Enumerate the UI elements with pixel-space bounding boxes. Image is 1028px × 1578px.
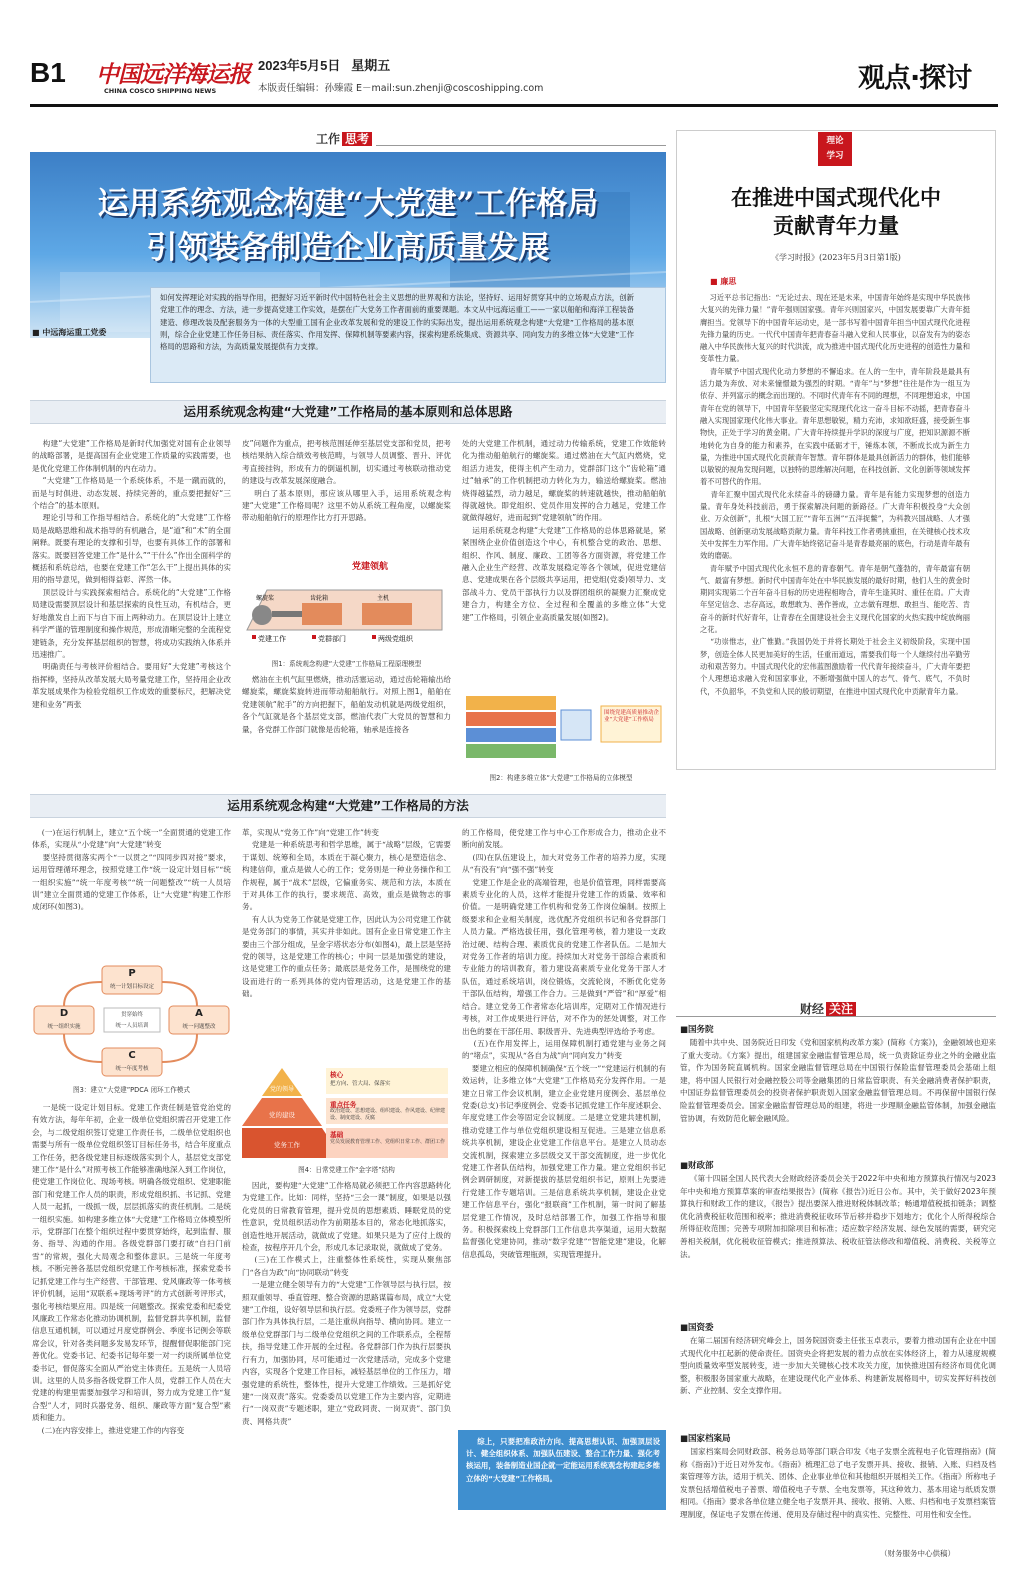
layered-model-diagram — [456, 686, 666, 770]
pyramid-note-1-title: 核心 — [330, 1071, 344, 1079]
theory-tag-2: 学习 — [826, 151, 844, 161]
body1-col2b: 燃油在主机气缸里燃烧，推动活塞运动，通过齿轮箱输出给螺旋桨，螺旋桨旋转进而带动船舶航行。对照上图1，船舶在党建领航“舵手”的方向把握下，船舶发动机就是两级党组织，各个气缸就是各个基层党支部，燃油代表广大党员的智慧和力量，各党群工作部门就像是齿轮箱，轴承是连接各 — [242, 675, 451, 734]
pyramid-note-2-title: 重点任务 — [330, 1101, 357, 1109]
section-heading-1: 运用系统观念构建“大党建”工作格局的基本原则和总体思路 — [30, 400, 666, 424]
finance-tag-1: 财经 — [800, 1002, 825, 1016]
body2-col3a: 的工作格局，使党建工作与中心工作形成合力，推动企业不断向前发展。 (四)在队伍建设上，加大对党务工作者的培养力度，实现从“有没有”向“强不强”转变 党建工作是企业的高端管理，也是价值管理，同样需要高素质专业化的人员，这样才能提升党建工作的质量、效率和价值。一是明确党建工作机构和党务工作岗位编制。按照上级要求和企业相关制度，选优配齐党组织书记和各党群部门人员力量。严格选拔任用，强化管理考核，着力建设一支政治过硬、结构合理、素质优良的党建工作者队伍。二是加大对党务工作者的培训力度。持续加大对党务干部综合素质和专业能力的培训教育，着力建设高素质专业化党务干部人才队伍，通过系统培训，岗位锻炼，交流轮岗，不断优化党务干部队伍结构，增强工作合力。三是做到“严管”和“厚爱”相结合。建立党务工作者常态化培训库，定期对工作情况进行考核，对工作成果进行评估，对不作为的惩处调整，对工作出色的要在干部任用、职级晋升、先进典型评选给予考虑。 (五)在作用发挥上，运用保障机制打通党建与业务之间的“堵点”，实现从“各自为战”向“同向发力”转变 要建立相应的保障机制确保“五个统一”“党建运行机制的有效运转，让多维立体“大党建”工作格局充分发挥作用。一是建立日常工作会议机制，建立企业党建月度例会、基层单位党委(总支)书记季度例会、党委书记抓党建工作年度述职会、年度党建工作会等固定会议制度。二是建立党建共建机制，推动党建工作与单位党组织建设相互促进。三是建立信息系统共享机制，建设企业党建工作信息平台。是建立人员动态交流机制，探索建立多层级交叉干部交流制度，进一步优化党建工作者队伍结构，加强党建工作力量。建立党组织书记例会调研制度，对新提拔的基层党组织书记，原则上先要进行党建工作专题培训。三是信息系统共享机制，建设企业党建工作信息平台，强化“报联商”工作机制，第一时间了解基层党建工作情况，及时总结部署工作，加强工作指导和服务。积极探索线上党群部门工作信息共享渠道，运用大数据监督强化党建协同，推动“数字党建”“智能党建”建设，化解信息孤岛，突破管理瓶颈，实现管理提升。 — [462, 828, 666, 1259]
theory-body: 习近平总书记指出：“无论过去、现在还是未来，中国青年始终是实现中华民族伟大复兴的先锋力量！”青年强则国家强。青年兴则国家兴，中国发展要靠广大青年挺膺担当。党领导下的中国青年运动史，是一部书写着中国青年担当中国式现代化进程先锋力量的历史。一代代中国青年把青春奋斗融入党和人民事业，以奋发有为的姿态融入中华民族伟大复兴的时代洪流，成为推进中国式现代化历史进程的创造性力量和变革性力量。 青年赋予中国式现代化动力梦想的不懈追求。在人的一生中，青年阶段是最具有活力最为奔放、对未来憧憬最为强烈的时期。“青年”与“梦想”往往是作为一组互为依存、并列富示的概念而出现的。不同时代青年有不同的理想，不同理想追求，中国青年在党的领导下，中国青年坚毅坚定实现现代化这一奋斗目标不动摇，把青春奋斗融入实现国家现代化伟大事业。青年思想敏锐，精力充沛，求知欲旺盛，接受新生事物快，正处于学习的黄金期。广大青年持续提升学识的深度与广度，把知识源源不断地转化为自身的能力和素养，在实践中砥砺才干，锤炼本领，不断成长成为新生力量，为推进中国式现代化贡献青年智慧。青年群体是最具创新活力的群体，他们能够以敏锐的视角发现问题，以独特的思维解决问题，在科技创新、文化创新等领域发挥着不可替代的作用。 青年汇聚中国式现代化永续奋斗的磅礴力量。青年是有能力实现梦想的创造力量。青年身处科技前沿，勇于探索解决问题的新路径。广大青年积极投身“大众创业、万众创新”，扎根“大国工匠”“青年五洲”“五洋捉鳖”，为科教兴国战略、人才强国战略、创新驱动发展战略贡献力量。青年科技工作者勇挑重担，在关键核心技术攻关中发挥生力军作用。广大青年始终铭记奋斗是青春最亮丽的底色，行动是青年最有效的磨砺。 青年赋予中国式现代化永恒不息的青春朝气。青年是朝气蓬勃的，青年最富有朝气、最富有梦想。新时代中国青年处在中华民族发展的最好时期，他们人生的黄金时期同实现第二个百年奋斗目标的历史进程相吻合，青年生逢其时、重任在肩。广大青年坚定信念、志存高远，敢想敢为、善作善成，立志做有理想、敢担当、能吃苦、肯奋斗的新时代好青年，让青春在全面建设社会主义现代化国家的火热实践中绽放绚丽之花。 “功崇惟志，业广惟勤。”我国仍处于并将长期处于社会主义初级阶段，实现中国梦，创造全体人民更加美好的生活，任重而道远，需要我们每一个人继续付出辛勤劳动和艰苦努力。中国式现代化的宏伟蓝图激励着一代代青年接续奋斗，广大青年要把个人理想追求融入党和国家事业，不断增强做中国人的志气、骨气、底气，不负时代，不负韶华，不负党和人民的殷切期望，在推进中国式现代化中贡献青年力量。 — [700, 293, 970, 696]
editor-line: 本版责任编辑：孙臻霞 E－mail:sun.zhenji@coscoshipping.com — [258, 83, 544, 94]
fig1-title: 党建领航 — [352, 562, 389, 572]
pdca-center-2: 统一人员培训 — [115, 1023, 149, 1029]
figure-2 — [456, 686, 666, 786]
pdca-p-sub: 统一计划目标设定 — [109, 984, 154, 990]
body1-col3: 处的大党建工作机制，通过动力传输系统，党建工作效能转化为推动船舶航行的螺旋桨。通过燃油在大气缸内燃烧，党组活力进发，使得主机产生动力，党群部门这个“齿轮箱”通过“轴承”的工作机制把动力转化为力，输送给螺旋桨。燃油烧得越猛烈，动力越足，螺旋桨的转速就越快，推动船舶航得就越快。即党组织、党员作用发挥的合力越足，党建工作就做得越好，进而起到“党建领航”的作用。 运用系统观念构建“大党建”工作格局的总体思路就是，紧紧围绕企业价值创造这个中心，有机整合党的政治、思想、组织、作风、制度、廉政、工团等各方面资源，将党建工作融入企业生产经营、改革发展稳定等各个领域，促进党建信息、党建成果在各个层级共享运用，把党组(党委)领导力、支部战斗力、党员干部执行力以及群团组织的凝聚力汇聚成党建合力，构建全方位、全过程和全覆盖的多维立体“大党建”工作格局，引领企业高质量发展(如图2)。 — [462, 439, 666, 622]
date-text: 2023年5月5日 — [258, 58, 341, 73]
finance-item-body: 国家档案局会同财政部、税务总局等部门联合印发《电子发票全流程电子化管理指南》(简称《指南》)于近日对外发布。《指南》梳理汇总了电子发票开具、接收、报销、入账、归档及档案管理等方法，适用于机关、团体、企业事业单位和其他组织开展相关工作。《指南》所称电子发票包括增值税电子普票、增值税电子专票、全电发票等，其这种效力、基本用途与纸质发票相同。《指南》要求各单位建立健全电子发票开具、接收、报销、入账、归档和电子发票档案管理制度，保证电子发票在传递、使用及存储过程中的真实性、完整性、可用性和安全性。 — [680, 1447, 996, 1519]
pdca-c-sub: 统一年度考核 — [115, 1066, 149, 1072]
column-tag-label: 工作 思考 — [312, 130, 376, 147]
theory-title-2: 贡献青年力量 — [773, 213, 899, 238]
svg-text:两级党组织: 两级党组织 — [378, 635, 413, 643]
figure-4-caption: 图4：日常党建工作“金字塔”结构 — [298, 1166, 395, 1174]
finance-tag — [800, 1000, 856, 1017]
lead-title-2: 引领装备制造企业高质量发展 — [146, 230, 550, 266]
pdca-d: D — [59, 1008, 69, 1019]
finance-rule — [676, 1016, 996, 1017]
pyramid-level-2: 党的建设 — [269, 1111, 295, 1119]
ship-engine-diagram — [242, 555, 451, 655]
figure-2-caption: 图2：构建多维立体“大党建”工作格局的立体模型 — [489, 774, 633, 782]
finance-item-body: 《第十四届全国人民代表大会财政经济委员会关于2022年中央和地方预算执行情况与2023年中央和地方预算草案的审查结果报告》(简称《报告》)近日公布。其中，关于做好2023年预算执行和财政工作的建议，《报告》提出要深入推进财税体制改革；畅通增值税抵扣链条；调整优化消费税征收范围和税率；推进消费税征收环节后移并稳步下划地方；优化个人所得税综合所得征收范围；完善专项附加扣除项目和标准；适应数字经济发展、绿色发展的需要，研究完善相关税制，优化税收征管模式；推进预算法、税收征管法修改和增值税、消费税、关税等立法。 — [680, 1174, 996, 1259]
svg-text:党群部门: 党群部门 — [318, 635, 346, 643]
pdca-a-sub: 统一问题整改 — [182, 1024, 216, 1030]
pyramid-level-1: 党的领导 — [269, 1086, 294, 1093]
finance-list — [680, 1024, 996, 1544]
figure-2-label: 围绕党建高质量推动企业“大党建”工作格局 — [604, 710, 660, 723]
finance-item-body: 在第二届国有经济研究峰会上，国务院国资委主任张玉卓表示，要着力推动国有企业在中国式现代化中扛起新的使命责任。国资央企将把发展的着力点放在实体经济上，着力从速度规模型向质量效率型发展转变，进一步加大关键核心技术攻关力度，加快推进国有经济布局优化调整，积极服务国家重大战略，在建设现代化产业体系、构建新发展格局中，切实发挥好科技创新、产业控制、安全支撑作用。 — [680, 1336, 996, 1396]
pdca-a: A — [195, 1008, 203, 1019]
masthead-rule — [30, 104, 998, 107]
page-number: B1 — [30, 57, 66, 88]
masthead — [0, 0, 1028, 100]
issue-date — [258, 55, 390, 74]
column-tag — [316, 130, 666, 146]
pdca-center-1: 贯穿始终 — [120, 1012, 143, 1018]
svg-text:螺旋桨: 螺旋桨 — [256, 595, 275, 602]
lead-title-1: 运用系统观念构建“大党建”工作格局 — [97, 186, 599, 222]
finance-item-body: 随着中共中央、国务院近日印发《党和国家机构改革方案》(简称《方案》)，金融领域也迎来了重大变动。《方案》提出，组建国家金融监督管理总局，统一负责除证券业之外的金融业监管，作为国务院直属机构。国家金融监督管理总局在中国银行保险监督管理委员会基础上组建，将中国人民银行对金融控股公司等金融集团的日常监管职责、有关金融消费者保护职责，中国证券监督管理委员会的投资者保护职责划入国家金融监督管理总局。不再保留中国银行保险监督管理委员会。国家金融监督管理总局的组建，将进一步理顺金融监管体制，加强金融监管协调，有效防范化解金融风险。 — [680, 1038, 996, 1123]
weekday-text: 星期五 — [351, 58, 391, 73]
pyramid-level-3: 党务工作 — [274, 1141, 300, 1149]
finance-item — [680, 1024, 996, 1150]
paper-english-name: CHINA COSCO SHIPPING NEWS — [104, 87, 217, 95]
theory-source: 《学习时报》(2023年5月3日第1版) — [771, 253, 901, 262]
finance-credit: （财务服务中心供稿） — [880, 1549, 955, 1558]
figure-3-caption: 图3：建立“大党建”PDCA 闭环工作模式 — [72, 1086, 190, 1094]
body1-col1: 构建“大党建”工作格局是新时代加强党对国有企业领导的战略部署，是提高国有企业党建工作质量的实践需要，也是优化党建工作体制机制的内在动力。 “大党建”工作格局是一个系统体系，不是一蹴而就的，而是与时俱进、动态发展、持续完善的，重点要把握好“三个结合”的基本原则。 理论引导和工作指导相结合。系统化的“大党建”工作格局是战略思维和战术指导的有机融合，是“道”和“术”的全面阐释。既要有理论的支撑和引导，也要有具体工作的部署和落实。既要回答党建工作“是什么”“干什么”作出全面科学的概括和系统总结，也要在党建工作“怎么干”上提出具体的实用的指导意见，做到相得益彰、浑然一体。 顶层设计与实践探索相结合。系统化的“大党建”工作格局建设需要顶层设计和基层探索的良性互动，有机结合，更好地激发自上而下与自下而上两种动力。在顶层设计上建立科学严谨的管理制度和操作规范，形成清晰完整的全流程党建链条，充分发挥基层组织的智慧，将成功实践纳入体系并迅速推广。 明确责任与考核评价相结合。要用好“大党建”考核这个指挥棒，坚持从改革发展大局考量党建工作，坚持用企业改革发展成果作为检验党组织工作成效的重要标尺，把解决党建和业务“两张 — [32, 439, 231, 709]
body1-col2: 皮”问题作为重点，把考核范围延伸至基层党支部和党员，把考核结果纳入综合绩效考核范畴，与领导人员调整、晋升、评优考直接挂钩，形成有力的倒逼机制，切实通过考核联动推动党的建设与改革发展深度融合。 明白了基本原则，那应该从哪里入手，运用系统观念构建“大党建”工作格局呢？这里不妨从系统工程角度，以螺旋桨带动船舶航行的原理作比方打开思路。 — [242, 439, 451, 523]
theory-title-1: 在推进中国式现代化中 — [731, 185, 941, 210]
pdca-p: P — [128, 968, 136, 979]
pyramid-note-2: 政治建设、思想建设、组织建设、作风建设、纪律建设、制度建设、反腐 — [330, 1108, 446, 1121]
body2-col1b: 一是统一设定计划目标。党建工作责任制是管党治党的有效方法，每年年初，企业一级单位党组织需召开党建工作会，与二级党组织签订党建工作责任书，二级单位党组织也需要与所有一级单位党组织签订目标任务书，结合年度重点工作任务，把各级党建目标逐级落实到个人，基层党支部党建工作“是什么”对照考核工作能够准确地深入到工作岗位，使党建工作岗位化、现场考核。明确各级党组织、党建职能部门和党建工作人员的职责，形成党组织抓、书记抓、党建人员一起抓，一级抓一级，层层抓落实的责任机制。二是统一组织实施。如构建多维立体“大党建”工作格局立体模型所示，党群部门在整个组织过程中要贯穿始终，起到监督、服务、指导、沟通的作用。各级党群部门要打破“自扫门前雪”的常规，强化大局观念和整体意识。三是统一年度考核。不断完善各基层党组织党建工作考核标准，探索党委书记抓党建工作与生产经营、干部管理、党风廉政等一体考核评价机制，运用“双联系+现场考评”的方式创新考评形式，强化考核结果应用。四是统一问题整改。探索党委和纪委党风廉政工作常态化推动协调机制，监督党群共享机制，监督信息互通机制，可以通过月度党群例会、季度书记例会等联席会议，针对各类问题多发易发环节，提醒督促职能部门完善优化。党委书记、纪委书记每年要一对一约谈所属单位党委书记，督促落实全面从严治党主体责任。五是统一人员培训。这里的人员多指各级党群工作人员，党群工作人员在大党建的构建里需要加强学习和培训，努力成为党建工作“复合型”人才，同时兵器党务、组织、廉政等方面“复合型”素质和能力。 (二)在内容安排上，推进党建工作的内容变 — [32, 1103, 231, 1435]
pyramid-note-3-title: 基础 — [330, 1131, 344, 1139]
finance-item-head: ■国资委 — [680, 1323, 714, 1333]
lead-abstract-text: 如何发挥理论对实践的指导作用，把握好习近平新时代中国特色社会主义思想的世界观和方法论，坚持好、运用好贯穿其中的立场观点方法，创新党建工作的理念、方法，进一步提高党建工作实效，是摆在广大党务工作者面前的重要课题。本文从中远海运重工——一家以船舶和海洋工程装备建造、修理改装及配套服务为一体的大型重工国有企业改革发展和党的建设工作的实际出发，提出运用系统观念构建“大党建”工作格局的基本原则，综合企业党建工作任务目标、责任落实、作用发挥、保障机制等要素内容，探索构建系统集成、资源共享、同向发力的多维立体“大党建”工作格局的思路和方法，为高质量发展提供有力支撑。 — [160, 293, 634, 352]
body2-col1a: (一)在运行机制上，建立“五个统一”全面贯通的党建工作体系，实现从“小党建”向“大党建”转变 要坚持贯彻落实两个“一以贯之”“四同步四对接”要求，运用管理循环理念，按照党建工作“统一设定计划目标”“统一组织实施”“统一年度考核”“统一问题整改”“统一人员培训”建立全面贯通的党建工作体系，让“大党建”构建工作形成闭环(如图3)。 — [32, 828, 231, 912]
section-title: 观点·探讨 — [858, 63, 972, 94]
finance-item — [680, 1322, 996, 1423]
figure-1-caption: 图1：系统观念构建“大党建”工作格局工程原理模型 — [271, 660, 422, 668]
body2-col2a: 革，实现从“党务工作”向“党建工作”转变 党建是一种系统思考和哲学思维，属于“战略”层级，它需要于谋划、统筹和全局，本质在于凝心聚力，核心是塑造信念、构建信仰，重点是做人心的工作；党务则是一种业务操作和工作规程，属于“战术”层级，它偏重务实、规范和方法，本质在于对具体工作的执行，要求规范、高效，重点是做物志的事务。 有人认为党务工作就是党建工作，因此认为公司党建工作就是党务部门的事情，其实并非如此。国有企业日常党建工作主要由三个部分组成，呈金字塔状态分布(如图4)，最上层是坚持党的领导，这是党建工作的核心；中间一层是加强党的建设，这是党建工作的重点任务；最底层是党务工作，是围绕党的建设而进行的一系列具体的党内管理活动，这是党建工作的基础。 — [242, 828, 451, 999]
pdca-d-sub: 统一组织实施 — [47, 1024, 81, 1030]
finance-item — [680, 1160, 996, 1312]
figure-1 — [242, 555, 451, 670]
body2-col2b: 因此，要构建“大党建”工作格局就必须把工作内容思路转化为党建工作。比如：同样，坚持“三会一课”制度，如果是以强化党员的日常教育管理，提升党员的思想素质、睡眠党员的党性意识，党员组织活动作为前期基本目的，常态化地抓落实，创造性地开展活动，就做成了党建。如果只是为了应付上级的检查，按程序开几个会，形成几本记录取说，就做成了党务。 (三)在工作模式上，注重整体性系统性，实现从聚焦部门“各自为政”向“协同联动”转变 一是建立健全领导有力的“大党建”工作领导层与执行层，按照双重领导、垂直管理、整合资源的思路谋篇布局，成立“大党建”工作组，设好领导层和执行层。党委班子作为领导层，党群部门作为具体执行层，二是注重纵向指导、横向协同。建立一级单位党群部门与二级单位党组织之间的工作联系点，全程帮扶，指导党建工作开展的全过程。各党群部门作为执行层要执行有力，加强协同，尽可能通过一次党建活动，完成多个党建内容，实现各个党建工作目标，减轻基层单位的工作压力，增强党建的系统性，整体性，提升大党建工作绩效。三是抓好党建“一岗双责”落实。党委委员以党建工作为主要内容，定期进行“一岗双责”专题述职，建立“党政同责、一岗双责”、部门负责、网格共责” — [242, 1181, 451, 1426]
paper-logo: 中国远洋海运报 — [96, 61, 250, 88]
finance-item-head: ■国家档案局 — [680, 1434, 731, 1444]
theory-author: ■ 廉思 — [710, 277, 737, 286]
conclusion-text: 综上，只要把准政治方向、提高思想认识、加强顶层设计、健全组织体系、加强队伍建设、整合工作力量、强化考核运用，装备制造业国企就一定能运用系统观念构建起多维立体的“大党建”工作格局。 — [466, 1437, 660, 1483]
section-heading-2: 运用系统观念构建“大党建”工作格局的方法 — [30, 794, 666, 818]
pyramid-note-3: 党员发展教育管理工作、党组织日常工作、群团工作 — [330, 1139, 446, 1145]
finance-item — [680, 1433, 996, 1544]
svg-text:主机: 主机 — [377, 595, 390, 602]
lead-byline: ■ 中远海运重工党委 — [32, 328, 107, 337]
finance-tag-2: 关注 — [826, 1002, 856, 1016]
pdca-c: C — [128, 1050, 136, 1061]
theory-tag-1: 理论 — [826, 136, 844, 146]
svg-text:党建工作: 党建工作 — [258, 635, 286, 643]
finance-item-head: ■财政部 — [680, 1161, 714, 1171]
svg-text:齿轮箱: 齿轮箱 — [310, 595, 329, 602]
pyramid-note-1: 把方向、管大局、保落实 — [330, 1081, 391, 1087]
finance-item-head: ■国务院 — [680, 1025, 714, 1035]
figure-3 — [32, 962, 231, 1098]
figure-4 — [242, 1064, 451, 1176]
theory-tag — [818, 132, 852, 166]
